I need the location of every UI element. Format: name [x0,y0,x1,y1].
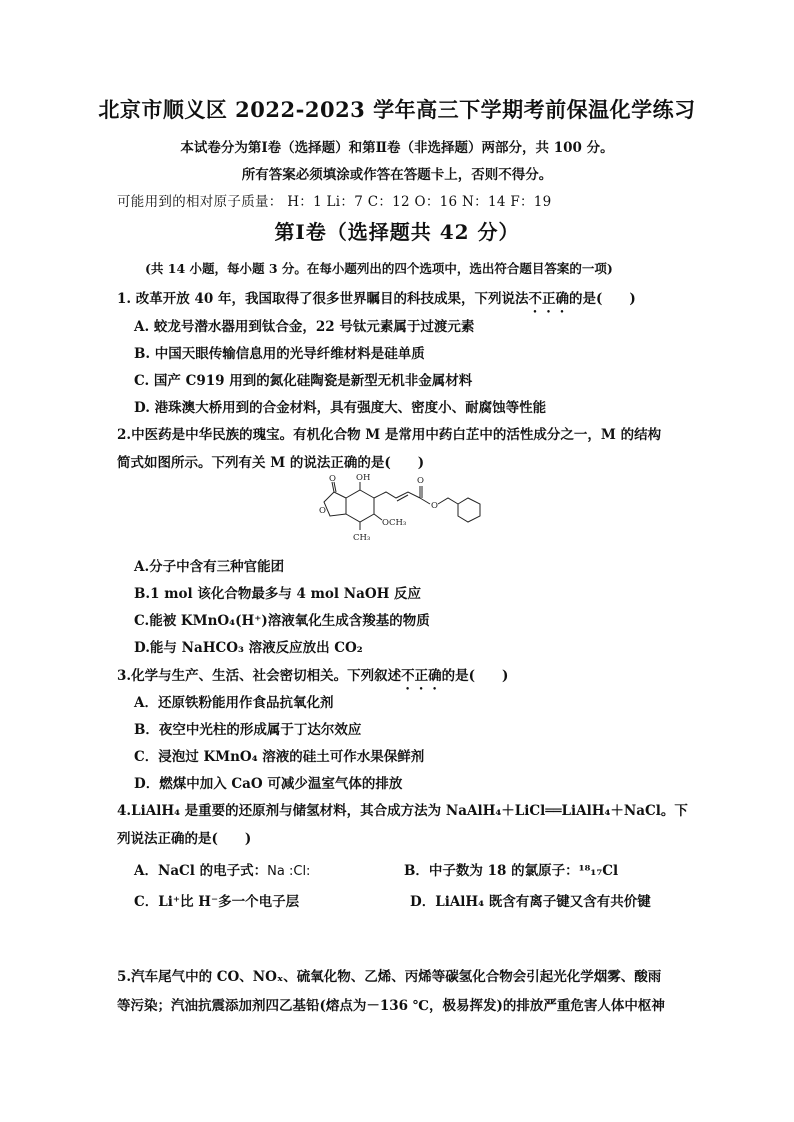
label-ch3: CH₃ [353,533,371,543]
question-3-option-d: D．燃煤中加入 CaO 可减少温室气体的排放 [134,776,403,792]
page-title: 北京市顺义区 2022-2023 学年高三下学期考前保温化学练习 [98,97,696,122]
chlorine-isotope-symbol: ¹⁸₁₇Cl [578,863,619,879]
exam-note-2: 所有答案必须填涂或作答在答题卡上，否则不得分。 [241,167,553,183]
question-3-option-b: B．夜空中光柱的形成属于丁达尔效应 [134,722,362,738]
formula-na: Na [267,864,285,879]
question-4-stem-line1: 4.LiAlH₄ 是重要的还原剂与储氢材料，其合成方法为 NaAlH₄＋LiCl══LiAlH₄＋NaCl。下 [117,803,688,819]
formula-cl: :Cl: [288,864,311,879]
question-4-option-b: B．中子数为 18 的氯原子：¹⁸₁₇Cl [404,863,619,879]
section-instructions: (共 14 小题，每小题 3 分。在每小题列出的四个选项中，选出符合题目答案的一项) [145,261,613,276]
question-4-option-c: C．Li⁺比 H⁻多一个电子层 [134,894,300,910]
label-o-ester: O [431,501,438,511]
question-4-option-a: A．NaCl 的电子式：Na :Cl: [134,863,311,879]
question-4-stem-line2: 列说法正确的是( ) [117,831,252,847]
section-title: 第Ⅰ卷（选择题共 42 分） [274,220,520,244]
emphasis-text: 不正确 [528,291,569,307]
question-2-option-c: C.能被 KMnO₄(H⁺)溶液氧化生成含羧基的物质 [134,613,430,629]
question-2-stem-line1: 2.中医药是中华民族的瑰宝。有机化合物 M 是常用中药白芷中的活性成分之一，M 的结构 [117,427,662,443]
question-3-option-a: A．还原铁粉能用作食品抗氧化剂 [134,695,334,711]
exam-note-1: 本试卷分为第Ⅰ卷（选择题）和第Ⅱ卷（非选择题）两部分，共 100 分。 [180,140,614,156]
benzene-ring-phenyl [458,498,480,522]
question-5-stem-line1: 5.汽车尾气中的 CO、NOₓ、硫氧化物、乙烯、丙烯等碳氢化合物会引起光化学烟雾、酸雨 [117,969,662,985]
question-2-option-a: A.分子中含有三种官能团 [134,559,285,575]
question-1-option-c: C. 国产 C919 用到的氮化硅陶瓷是新型无机非金属材料 [134,373,473,389]
question-1-stem: 1. 改革开放 40 年，我国取得了很多世界瞩目的科技成果，下列说法不正确的是( ) [117,291,636,307]
question-3-option-c: C．浸泡过 KMnO₄ 溶液的硅土可作水果保鲜剂 [134,749,425,765]
label-oh: OH [356,473,371,483]
question-3-stem: 3.化学与生产、生活、社会密切相关。下列叙述不正确的是( ) [117,668,509,684]
label-o-carbonyl: O [417,476,424,486]
question-4-option-d: D．LiAlH₄ 既含有离子键又含有共价键 [410,894,651,910]
atomic-masses: 可能用到的相对原子质量： H：1 Li：7 C：12 O：16 N：14 F：19 [117,194,552,210]
question-5-stem-line2: 等污染；汽油抗震添加剂四乙基铅(熔点为－136 ℃，极易挥发)的排放严重危害人体中枢神 [117,998,665,1014]
benzene-ring-core [346,490,374,522]
question-2-stem-line2: 简式如图所示。下列有关 M 的说法正确的是( ) [117,455,425,471]
question-1-option-b: B. 中国天眼传输信息用的光导纤维材料是硅单质 [134,346,425,362]
molecule-m-structure [310,472,500,550]
question-2-option-b: B.1 mol 该化合物最多与 4 mol NaOH 反应 [134,586,422,602]
emphasis-text: 不正确 [401,668,442,684]
label-o-ring: O [319,506,326,516]
question-1-option-a: A. 蛟龙号潜水器用到钛合金，22 号钛元素属于过渡元素 [134,319,475,335]
label-o-top: O [329,474,336,484]
question-1-option-d: D. 港珠澳大桥用到的合金材料，具有强度大、密度小、耐腐蚀等性能 [134,400,547,416]
label-och3: OCH₃ [382,518,407,528]
question-2-option-d: D.能与 NaHCO₃ 溶液反应放出 CO₂ [134,640,363,656]
